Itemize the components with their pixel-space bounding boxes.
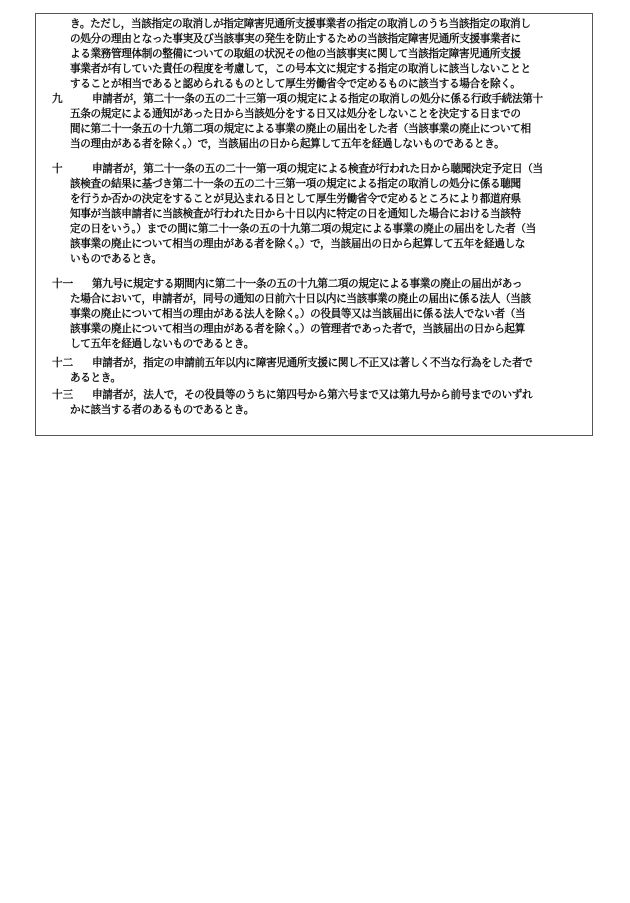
clause-line: 該事業の廃止について相当の理由がある者を除く。）で，当該届出の日から起算して五年を経過しな	[70, 238, 526, 250]
clause-line: かに該当する者のあるものであるとき。	[70, 404, 254, 416]
clause-line: することが相当であると認められるものとして厚生労働省令で定めるものに該当する場合を除く。	[70, 78, 521, 90]
clause-line: 定の日をいう。）までの間に第二十一条の五の十九第二項の規定による事業の廃止の届出をした者（当	[70, 223, 536, 235]
clause-line: 申請者が，指定の申請前五年以内に障害児通所支援に関し不正又は著しく不当な行為をした者で	[92, 357, 533, 369]
clause-line: 申請者が，第二十一条の五の二十三第一項の規定による指定の取消しの処分に係る行政手続法第十	[92, 93, 543, 105]
clause-line: 当の理由がある者を除く。）で，当該届出の日から起算して五年を経過しないものであるとき。	[70, 138, 505, 150]
clause-line: して五年を経過しないものであるとき。	[70, 338, 254, 350]
clause-line: た場合において，申請者が，同号の通知の日前六十日以内に当該事業の廃止の届出に係る法人（当該	[70, 293, 531, 305]
document-frame	[35, 13, 593, 436]
clause-line: いものであるとき。	[70, 253, 162, 265]
clause-line: の処分の理由となった事実及び当該事実の発生を防止するための当該指定障害児通所支援事業者に	[70, 33, 521, 45]
clause-number: 十	[52, 163, 63, 175]
clause-number: 十三	[52, 389, 74, 401]
clause-line: 該事業の廃止について相当の理由がある者を除く。）の管理者であった者で，当該届出の日から起算	[70, 323, 525, 335]
clause-line: 五条の規定による通知があった日から当該処分をする日又は処分をしないことを決定する日までの	[70, 108, 521, 120]
clause-number: 十一	[52, 278, 74, 290]
clause-line: 第九号に規定する期間内に第二十一条の五の十九第二項の規定による事業の廃止の届出があっ	[92, 278, 523, 290]
clause-line: 事業者が有していた責任の程度を考慮して，この号本文に規定する指定の取消しに該当しないことと	[70, 63, 531, 75]
clause-line: 申請者が，第二十一条の五の二十一第一項の規定による検査が行われた日から聴聞決定予定日（当	[92, 163, 543, 175]
clause-number: 十二	[52, 357, 74, 369]
clause-line: あるとき。	[70, 372, 121, 384]
clause-line: を行うか否かの決定をすることが見込まれる日として厚生労働省令で定めるところにより都道府県	[70, 193, 521, 205]
clause-line: き。ただし，当該指定の取消しが指定障害児通所支援事業者の指定の取消しのうち当該指定の取消し	[70, 18, 531, 30]
clause-line: 事業の廃止について相当の理由がある法人を除く。）の役員等又は当該届出に係る法人でない者（当	[70, 308, 526, 320]
clause-line: 知事が当該申請者に当該検査が行われた日から十日以内に特定の日を通知した場合における当該特	[70, 208, 521, 220]
clause-line: 申請者が，法人で，その役員等のうちに第四号から第六号まで又は第九号から前号までのいずれ	[92, 389, 533, 401]
clause-line: よる業務管理体制の整備についての取組の状況その他の当該事実に関して当該指定障害児通所支援	[70, 48, 521, 60]
clause-line: 該検査の結果に基づき第二十一条の五の二十三第一項の規定による指定の取消しの処分に係る聴聞	[70, 178, 521, 190]
clause-line: 間に第二十一条五の十九第二項の規定による事業の廃止の届出をした者（当該事業の廃止について相	[70, 123, 531, 135]
clause-number: 九	[52, 93, 63, 105]
